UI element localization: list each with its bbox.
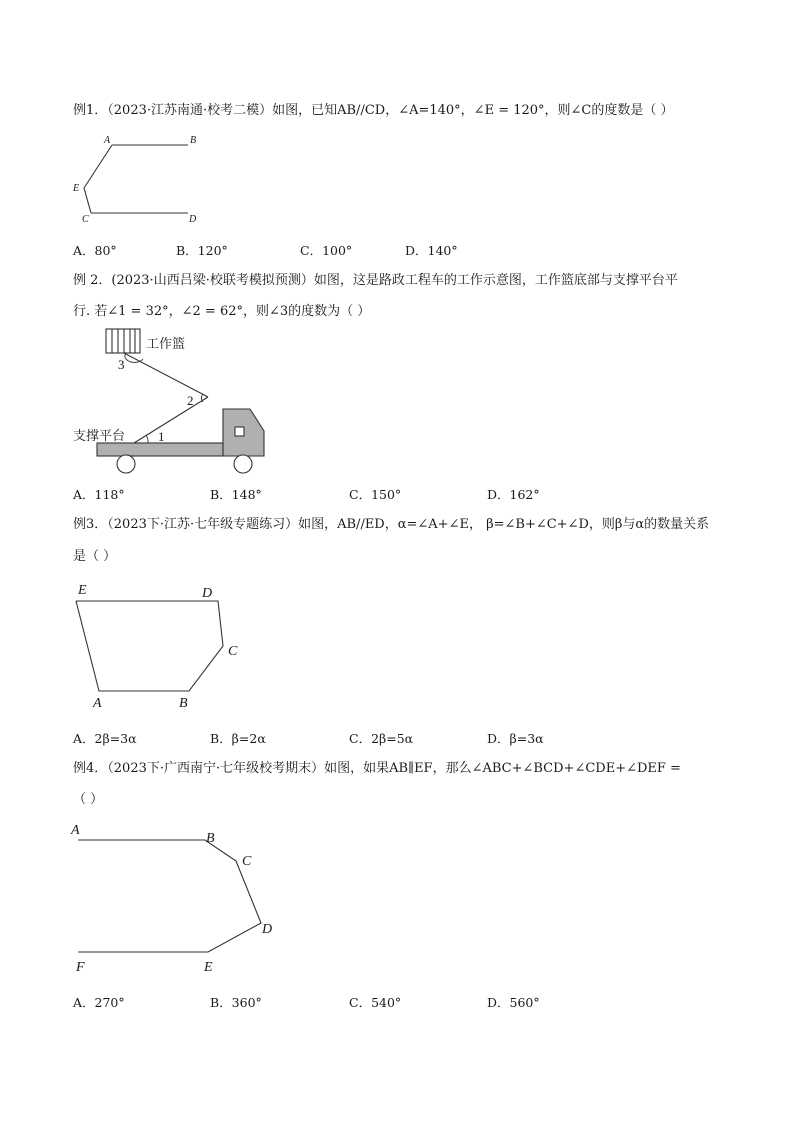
q3-option-a: A．2β=3α: [73, 731, 137, 746]
q4-label-c: C: [242, 854, 252, 869]
q3-label-d: D: [202, 586, 213, 601]
q2-option-b: B．148°: [210, 487, 262, 502]
q1-label-a: A: [104, 135, 111, 146]
q3-text-line1: 例3．（2023下·江苏·七年级专题练习）如图，AB//ED，α=∠A+∠E， β=∠B+∠C+∠D，则β与α的数量关系: [73, 517, 710, 532]
q3-option-c: C．2β=5α: [349, 731, 414, 746]
q2-truck-figure: [68, 325, 278, 475]
q1-label-d: D: [189, 214, 197, 225]
q1-label-c: C: [82, 214, 89, 225]
q4-text-line2: （ ）: [73, 792, 104, 807]
q1-option-b: B．120°: [176, 243, 228, 258]
q2-option-d: D．162°: [487, 487, 540, 502]
q2-text-line2: 行. 若∠1 = 32°，∠2 = 62°，则∠3的度数为（ ）: [73, 304, 371, 319]
q4-label-a: A: [71, 823, 80, 838]
q2-label-angle2: 2: [187, 393, 194, 408]
q1-option-a: A．80°: [73, 243, 117, 258]
q3-text-line2: 是（ ）: [73, 549, 117, 564]
q4-text-line1: 例4．（2023下·广西南宁·七年级校考期末）如图，如果AB∥EF，那么∠ABC+∠BCD+∠CDE+∠DEF =: [73, 761, 681, 776]
q4-label-e: E: [204, 960, 213, 975]
q2-text-line1: 例 2．(2023·山西吕梁·校联考模拟预测）如图，这是路政工程车的工作示意图，工作篮底部与支撑平台平: [73, 273, 678, 288]
q2-option-a: A．118°: [73, 487, 125, 502]
q2-label-angle3: 3: [118, 357, 125, 372]
q3-label-c: C: [228, 644, 238, 659]
q2-label-basket: 工作篮: [146, 337, 186, 352]
q1-label-b: B: [190, 135, 197, 146]
q1-option-d: D．140°: [405, 243, 458, 258]
q4-figure: [68, 816, 288, 986]
q3-option-d: D．β=3α: [487, 731, 544, 746]
q1-figure: [68, 130, 208, 228]
q4-option-b: B．360°: [210, 995, 262, 1010]
q2-option-c: C．150°: [349, 487, 402, 502]
q4-option-c: C．540°: [349, 995, 402, 1010]
q3-label-e: E: [78, 583, 87, 598]
q3-figure: [68, 576, 258, 716]
q1-label-e: E: [73, 183, 80, 194]
q4-option-d: D．560°: [487, 995, 540, 1010]
q4-label-f: F: [76, 960, 85, 975]
q2-label-angle1: 1: [158, 429, 165, 444]
q3-option-b: B．β=2α: [210, 731, 266, 746]
q4-label-b: B: [206, 831, 215, 846]
q1-text: 例1．（2023·江苏南通·校考二模）如图，已知AB//CD，∠A=140°，∠E = 120°，则∠C的度数是（ ）: [73, 103, 674, 118]
q2-label-platform: 支撑平台: [73, 429, 126, 444]
q3-label-b: B: [179, 696, 188, 711]
q4-option-a: A．270°: [73, 995, 125, 1010]
q1-option-c: C．100°: [300, 243, 353, 258]
q3-label-a: A: [93, 696, 102, 711]
q4-label-d: D: [262, 922, 273, 937]
